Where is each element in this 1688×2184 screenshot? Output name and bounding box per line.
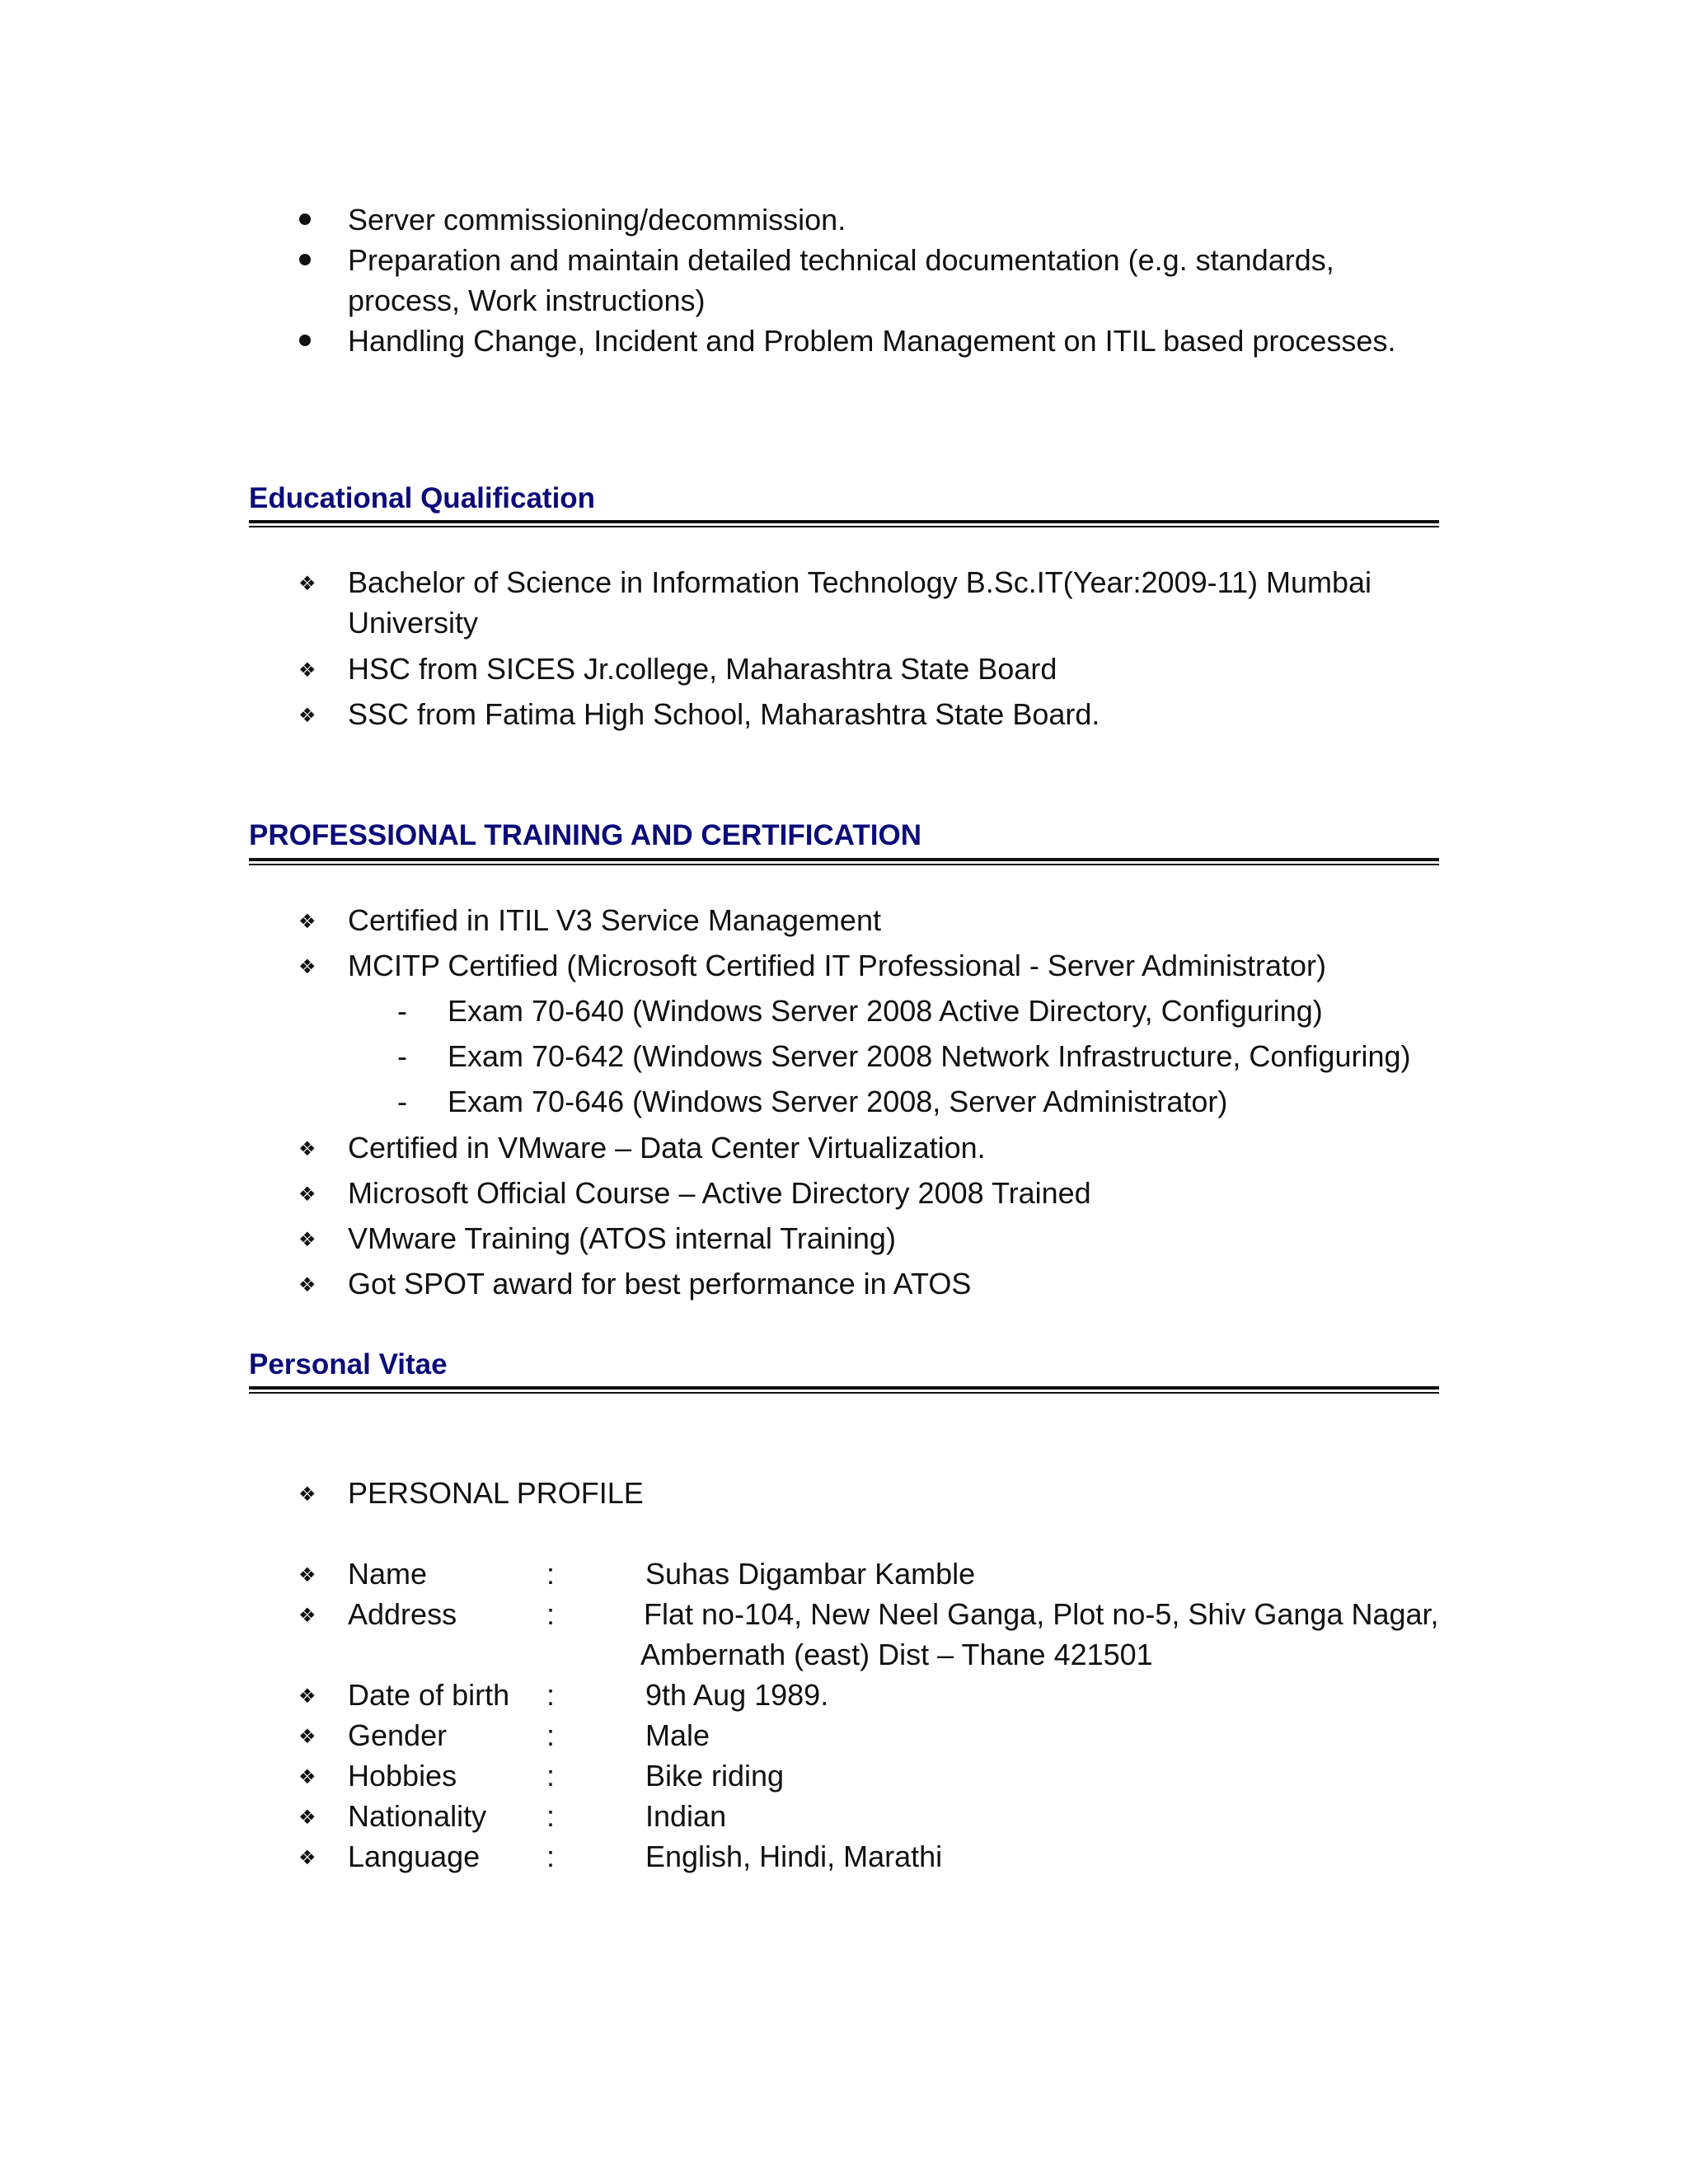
- field-colon: :: [546, 1718, 556, 1752]
- diamond-bullet-icon: ❖: [298, 1183, 316, 1206]
- list-item: Bachelor of Science in Information Technology B.Sc.IT(Year:2009-11) Mumbai: [348, 565, 1372, 599]
- training-heading: PROFESSIONAL TRAINING AND CERTIFICATION: [249, 819, 922, 851]
- bullet-dot-icon: [299, 335, 311, 346]
- list-item: Server commissioning/decommission.: [348, 203, 846, 237]
- list-item: MCITP Certified (Microsoft Certified IT Professional - Server Administrator): [348, 949, 1326, 982]
- field-label: Name: [348, 1557, 428, 1591]
- list-item-continuation: University: [348, 606, 479, 640]
- diamond-bullet-icon: ❖: [298, 1483, 316, 1506]
- diamond-bullet-icon: ❖: [298, 1726, 316, 1748]
- list-item: Got SPOT award for best performance in ATOS: [348, 1267, 972, 1301]
- diamond-bullet-icon: ❖: [298, 1685, 316, 1708]
- diamond-bullet-icon: ❖: [298, 956, 316, 978]
- diamond-bullet-icon: ❖: [298, 1605, 316, 1627]
- field-label: Date of birth: [348, 1678, 510, 1712]
- field-label: Nationality: [348, 1799, 487, 1833]
- list-item-continuation: process, Work instructions): [348, 284, 706, 317]
- diamond-bullet-icon: ❖: [298, 1807, 316, 1829]
- diamond-bullet-icon: ❖: [298, 1274, 316, 1296]
- diamond-bullet-icon: ❖: [298, 1766, 316, 1788]
- field-colon: :: [546, 1597, 556, 1631]
- diamond-bullet-icon: ❖: [298, 1229, 316, 1251]
- section-divider: [249, 1386, 1439, 1394]
- section-divider: [249, 520, 1439, 528]
- sub-list-item: Exam 70-642 (Windows Server 2008 Network Infrastructure, Configuring): [448, 1039, 1411, 1073]
- sub-list-item: Exam 70-640 (Windows Server 2008 Active Directory, Configuring): [448, 994, 1323, 1028]
- list-item: VMware Training (ATOS internal Training): [348, 1221, 896, 1255]
- field-label: Hobbies: [348, 1759, 457, 1793]
- field-colon: :: [546, 1678, 556, 1712]
- diamond-bullet-icon: ❖: [298, 911, 316, 933]
- field-label: Gender: [348, 1718, 448, 1752]
- field-label: Address: [348, 1597, 457, 1631]
- field-value-continuation: Ambernath (east) Dist – Thane 421501: [640, 1638, 1153, 1671]
- field-value: Bike riding: [645, 1759, 785, 1793]
- dash-bullet: -: [397, 1085, 407, 1118]
- bullet-dot-icon: [299, 213, 311, 225]
- sub-list-item: Exam 70-646 (Windows Server 2008, Server Administrator): [448, 1085, 1228, 1118]
- field-value: 9th Aug 1989.: [645, 1678, 829, 1712]
- field-value: Indian: [645, 1799, 727, 1833]
- field-colon: :: [546, 1557, 556, 1591]
- list-item: Certified in ITIL V3 Service Management: [348, 903, 881, 937]
- list-item: SSC from Fatima High School, Maharashtra State Board.: [348, 697, 1100, 731]
- personal-heading: Personal Vitae: [249, 1348, 448, 1380]
- dash-bullet: -: [397, 994, 407, 1028]
- field-colon: :: [546, 1759, 556, 1793]
- dash-bullet: -: [397, 1039, 407, 1073]
- list-item: Preparation and maintain detailed technical documentation (e.g. standards,: [348, 243, 1334, 277]
- diamond-bullet-icon: ❖: [298, 659, 316, 682]
- field-label: Language: [348, 1840, 481, 1873]
- diamond-bullet-icon: ❖: [298, 1138, 316, 1160]
- section-divider: [249, 858, 1439, 866]
- field-value: Suhas Digambar Kamble: [645, 1557, 976, 1591]
- diamond-bullet-icon: ❖: [298, 1847, 316, 1869]
- list-item: Handling Change, Incident and Problem Management on ITIL based processes.: [348, 324, 1396, 358]
- list-item: Certified in VMware – Data Center Virtualization.: [348, 1131, 986, 1165]
- field-value: Flat no-104, New Neel Ganga, Plot no-5, Shiv Ganga Nagar,: [644, 1597, 1439, 1631]
- field-value: Male: [645, 1718, 710, 1752]
- field-colon: :: [546, 1799, 556, 1833]
- bullet-dot-icon: [299, 254, 311, 265]
- field-value: English, Hindi, Marathi: [645, 1840, 943, 1873]
- list-item: HSC from SICES Jr.college, Maharashtra State Board: [348, 652, 1057, 686]
- list-item: Microsoft Official Course – Active Directory 2008 Trained: [348, 1176, 1091, 1210]
- diamond-bullet-icon: ❖: [298, 573, 316, 595]
- diamond-bullet-icon: ❖: [298, 1564, 316, 1586]
- diamond-bullet-icon: ❖: [298, 705, 316, 727]
- education-heading: Educational Qualification: [249, 482, 596, 514]
- field-colon: :: [546, 1840, 556, 1873]
- profile-label: PERSONAL PROFILE: [348, 1476, 644, 1510]
